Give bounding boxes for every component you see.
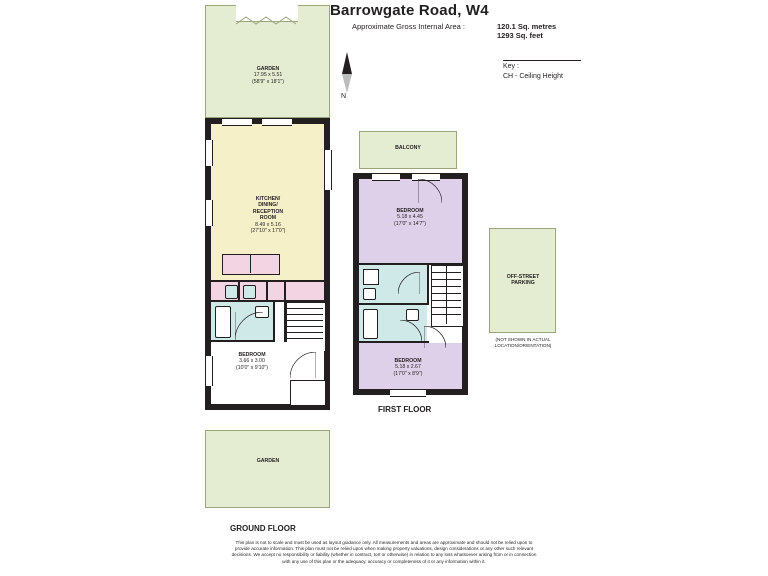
label-balcony: BALCONY xyxy=(395,145,421,151)
stair-step xyxy=(287,332,323,333)
compass-north-needle xyxy=(342,52,352,74)
compass-south-needle xyxy=(342,74,352,93)
label-kitchen-dining-reception: KITCHEN/ DINING/ RECEPTION ROOM 8.49 x 5.16 (27'10" x 17'0") xyxy=(250,196,286,235)
stair-step xyxy=(287,308,323,309)
compass-north-label: N xyxy=(341,93,347,100)
stair-step xyxy=(287,326,323,327)
utility-fixture-1 xyxy=(225,285,238,299)
stair-rail xyxy=(446,266,447,324)
window-first-top-1 xyxy=(372,173,400,181)
window-first-bottom xyxy=(390,389,426,397)
ensuite-wall-right xyxy=(427,265,429,303)
compass-icon xyxy=(332,52,358,104)
key-ceiling-height: CH - Ceiling Height xyxy=(503,73,563,80)
key-title: Key : xyxy=(503,63,519,70)
entrance-bay xyxy=(290,380,326,406)
door-arc-icon xyxy=(235,312,263,340)
utility-partition-2 xyxy=(266,282,268,300)
door-arc-icon xyxy=(290,352,316,378)
area-imperial-value: 1293 Sq. feet xyxy=(497,31,543,40)
room-garden-bottom xyxy=(205,430,330,508)
label-bedroom-front: BEDROOM 5.18 x 4.45 (17'0" x 14'7") xyxy=(394,208,426,227)
disclaimer-text: This plan is not to scale and must be used as layout guidance only. All measurements and areas are approximate and should not be relied upon to provide accurate information. This plan must not be relied upon when making property valuations, design considerations or any other such relevant decisions. We accept no responsibility or liability (whether in contract, tort or otherwise) in relation to any loss whatsoever arising from or in connection with any use of this plan or the adequacy, accuracy or completeness of it or any information within it. xyxy=(231,540,537,564)
label-bedroom-ground: BEDROOM 3.66 x 3.00 (10'0" x 9'10") xyxy=(236,352,268,371)
door-swing-bathroom-ground xyxy=(235,312,263,340)
stair-step xyxy=(287,338,323,339)
utility-fixture-2 xyxy=(243,285,256,299)
gross-internal-area-row xyxy=(352,22,652,31)
bath-tub xyxy=(215,306,231,338)
door-arc-icon xyxy=(398,272,420,294)
door-swing-bathroom-first xyxy=(400,320,422,342)
window-ground-right-1 xyxy=(324,150,332,190)
area-metric-value: 120.1 Sq. metres xyxy=(497,22,557,31)
bath-tub-first xyxy=(363,309,378,339)
label-bedroom-rear: BEDROOM 5.18 x 2.67 (17'0" x 8'9") xyxy=(393,358,423,377)
page-title: Barrowgate Road, W4 xyxy=(330,2,489,19)
door-swing-bedroom-ground xyxy=(290,352,316,378)
kitchen-island xyxy=(222,254,280,275)
door-arc-icon xyxy=(400,320,422,342)
window-ground-left-3 xyxy=(205,356,213,386)
door-arc-icon xyxy=(424,326,446,348)
window-ground-top-1 xyxy=(222,118,252,126)
door-arc-icon xyxy=(418,179,442,203)
wc-fixture-first-1 xyxy=(363,288,376,300)
label-off-street-parking: OFF-STREET PARKING xyxy=(506,274,540,287)
window-ground-left-2 xyxy=(205,200,213,226)
area-label: Approximate Gross Internal Area : xyxy=(352,22,465,31)
floor-label-first: FIRST FLOOR xyxy=(378,405,432,414)
staircase-first xyxy=(431,265,464,327)
stair-step xyxy=(287,320,323,321)
note-parking-location: (NOT SHOWN IN ACTUAL LOCATION/ORIENTATION) xyxy=(494,337,552,348)
garden-roof-zigzag xyxy=(236,12,298,22)
label-garden-bottom: GARDEN xyxy=(256,458,280,464)
window-ground-top-2 xyxy=(262,118,292,126)
label-garden-top: GARDEN 17.95 x 5.51 (58'9" x 18'1") xyxy=(252,66,284,85)
window-ground-left-1 xyxy=(205,140,213,166)
kitchen-island-divider xyxy=(250,254,251,273)
key-box xyxy=(503,62,563,82)
utility-partition-1 xyxy=(238,282,240,300)
stair-step xyxy=(287,314,323,315)
shower-tray xyxy=(363,269,379,285)
floor-label-ground: GROUND FLOOR xyxy=(230,524,296,533)
zigzag-icon xyxy=(236,15,298,25)
door-swing-bedroom-front xyxy=(418,179,442,203)
door-swing-bedroom-rear xyxy=(424,326,446,348)
door-swing-ensuite xyxy=(398,272,420,294)
bathroom-ground-wall-right xyxy=(273,302,275,340)
